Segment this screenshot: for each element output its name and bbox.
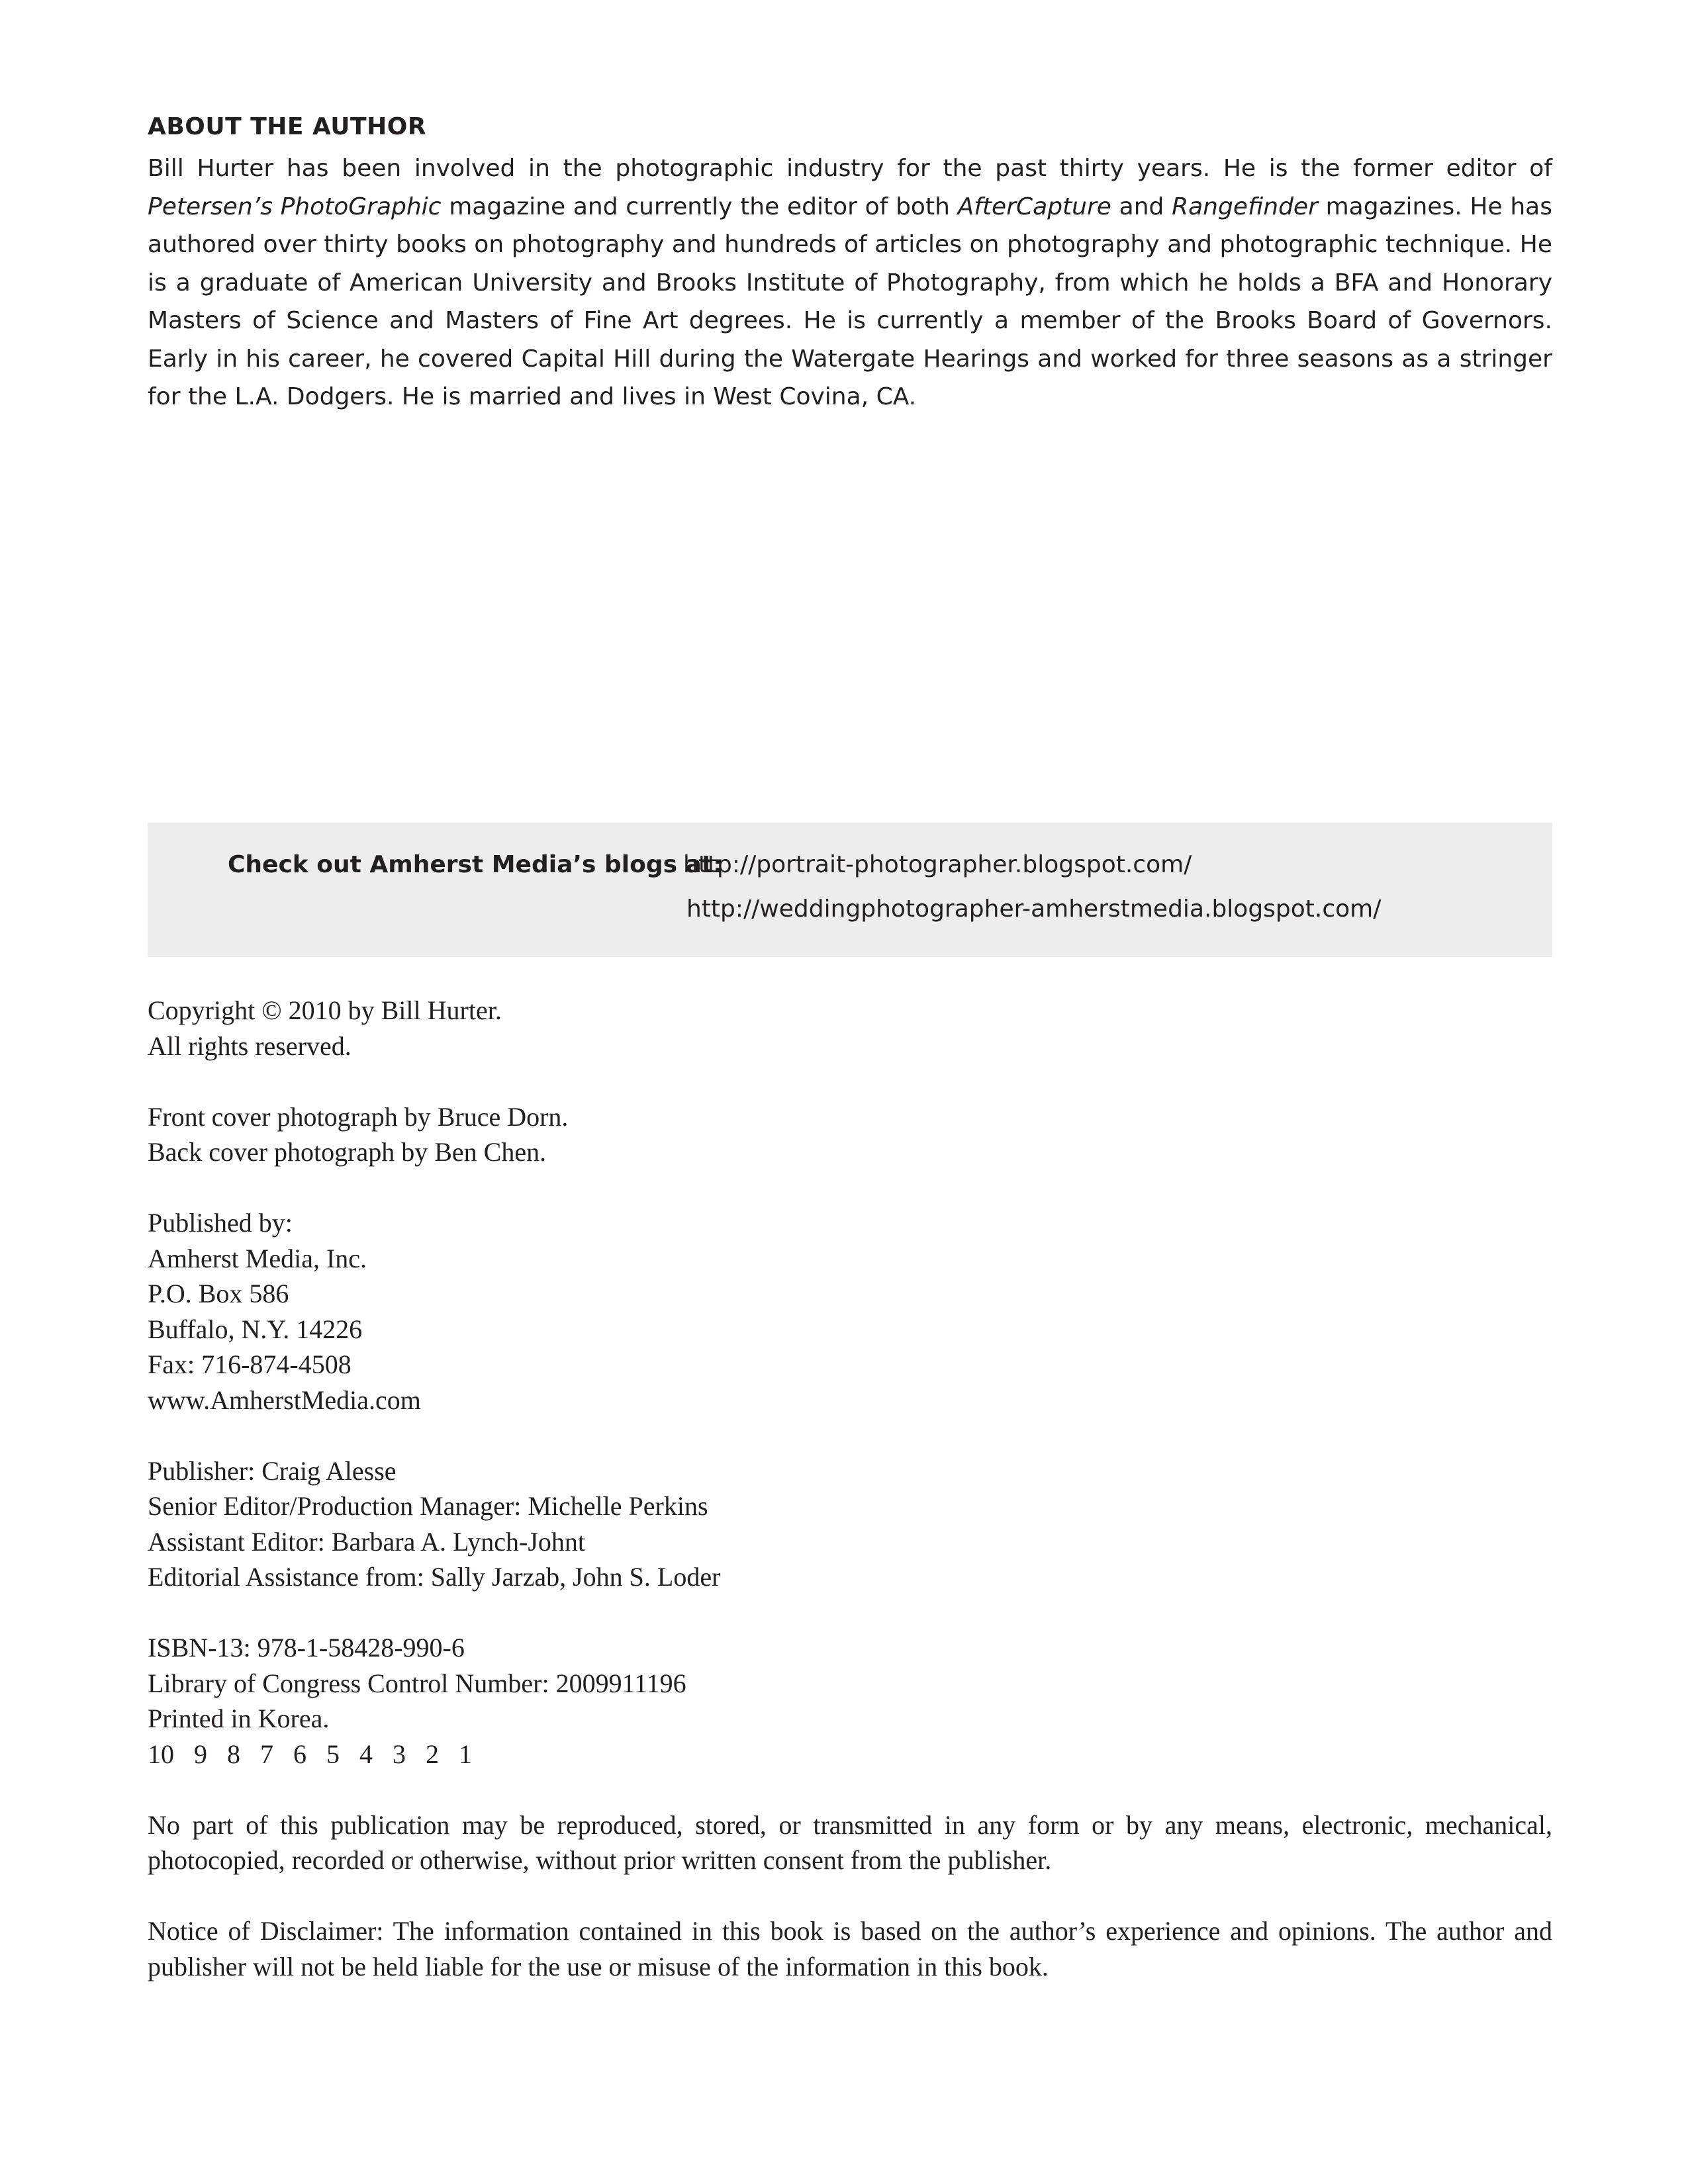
magazine-aftercapture: AfterCapture	[957, 193, 1111, 220]
copyright-page	[148, 993, 1552, 2020]
about-the-author-section	[148, 111, 1552, 416]
copyright-line: Copyright © 2010 by Bill Hurter.	[148, 995, 502, 1025]
cover-credits-block	[148, 1099, 1552, 1170]
lccn-line: Library of Congress Control Number: 2009911196	[148, 1668, 686, 1698]
catalog-block	[148, 1630, 1552, 1772]
isbn-line: ISBN-13: 978-1-58428-990-6	[148, 1633, 465, 1662]
copyright-block	[148, 993, 1552, 1064]
publisher-credit: Publisher: Craig Alesse	[148, 1455, 397, 1486]
published-by-label: Published by:	[148, 1208, 293, 1238]
senior-editor-credit: Senior Editor/Production Manager: Michelle Perkins	[148, 1491, 708, 1521]
bio-text-2: magazine and currently the editor of both	[441, 193, 958, 220]
blog-link-portrait[interactable]: http://portrait-photographer.blogspot.com/	[683, 851, 1192, 878]
publisher-city: Buffalo, N.Y. 14226	[148, 1314, 363, 1344]
printer-key-line: 10 9 8 7 6 5 4 3 2 1	[148, 1739, 472, 1769]
front-cover-credit: Front cover photograph by Bruce Dorn.	[148, 1101, 569, 1132]
magazine-petersens-photographic: Petersen’s PhotoGraphic	[148, 193, 442, 220]
back-cover-credit: Back cover photograph by Ben Chen.	[148, 1137, 547, 1167]
blogs-box	[148, 823, 1552, 957]
publisher-fax: Fax: 716-874-4508	[148, 1349, 352, 1379]
blog-link-wedding[interactable]: http://weddingphotographer-amherstmedia.blogspot.com/	[686, 895, 1382, 923]
about-heading: ABOUT THE AUTHOR	[148, 113, 427, 140]
bio-text-1: Bill Hurter has been involved in the photographic industry for the past thirty years. He is the former editor of	[148, 155, 1552, 182]
magazine-rangefinder: Rangefinder	[1172, 193, 1318, 220]
printed-in-line: Printed in Korea.	[148, 1704, 330, 1733]
blogs-label: Check out Amherst Media’s blogs at:	[228, 851, 723, 878]
editorial-assistance-credit: Editorial Assistance from: Sally Jarzab, John S. Loder	[148, 1562, 721, 1592]
publisher-name: Amherst Media, Inc.	[148, 1243, 367, 1273]
rights-reserved-line: All rights reserved.	[148, 1030, 352, 1061]
publisher-address-block	[148, 1205, 1552, 1418]
publisher-website[interactable]: www.AmherstMedia.com	[148, 1385, 421, 1415]
bio-text-4: magazines. He has authored over thirty books on photography and hundreds of articles on photography and photographic technique. He is a graduate of American University and Brooks Institute of Photography, from which he holds a BFA and Honorary Masters of Science and Masters of Fine Art degrees. He is currently a member of the Brooks Board of Governors. Early in his career, he covered Capital Hill during the Watergate Hearings and worked for three seasons as a stringer for the L.A. Dodgers. He is married and lives in West Covina, CA.	[148, 193, 1553, 410]
disclaimer-notice: Notice of Disclaimer: The information contained in this book is based on the author’s experience and opinions. The author and publisher will not be held liable for the use or misuse of the information in this book.	[148, 1916, 1552, 1981]
assistant-editor-credit: Assistant Editor: Barbara A. Lynch-Johnt	[148, 1526, 586, 1557]
bio-text-3: and	[1111, 193, 1172, 220]
staff-credits-block	[148, 1453, 1552, 1595]
publisher-po-box: P.O. Box 586	[148, 1279, 289, 1308]
author-bio	[148, 150, 1552, 416]
rights-notice: No part of this publication may be reproduced, stored, or transmitted in any form or by any means, electronic, mechanical, photocopied, recorded or otherwise, without prior written consent from the publisher.	[148, 1809, 1552, 1875]
